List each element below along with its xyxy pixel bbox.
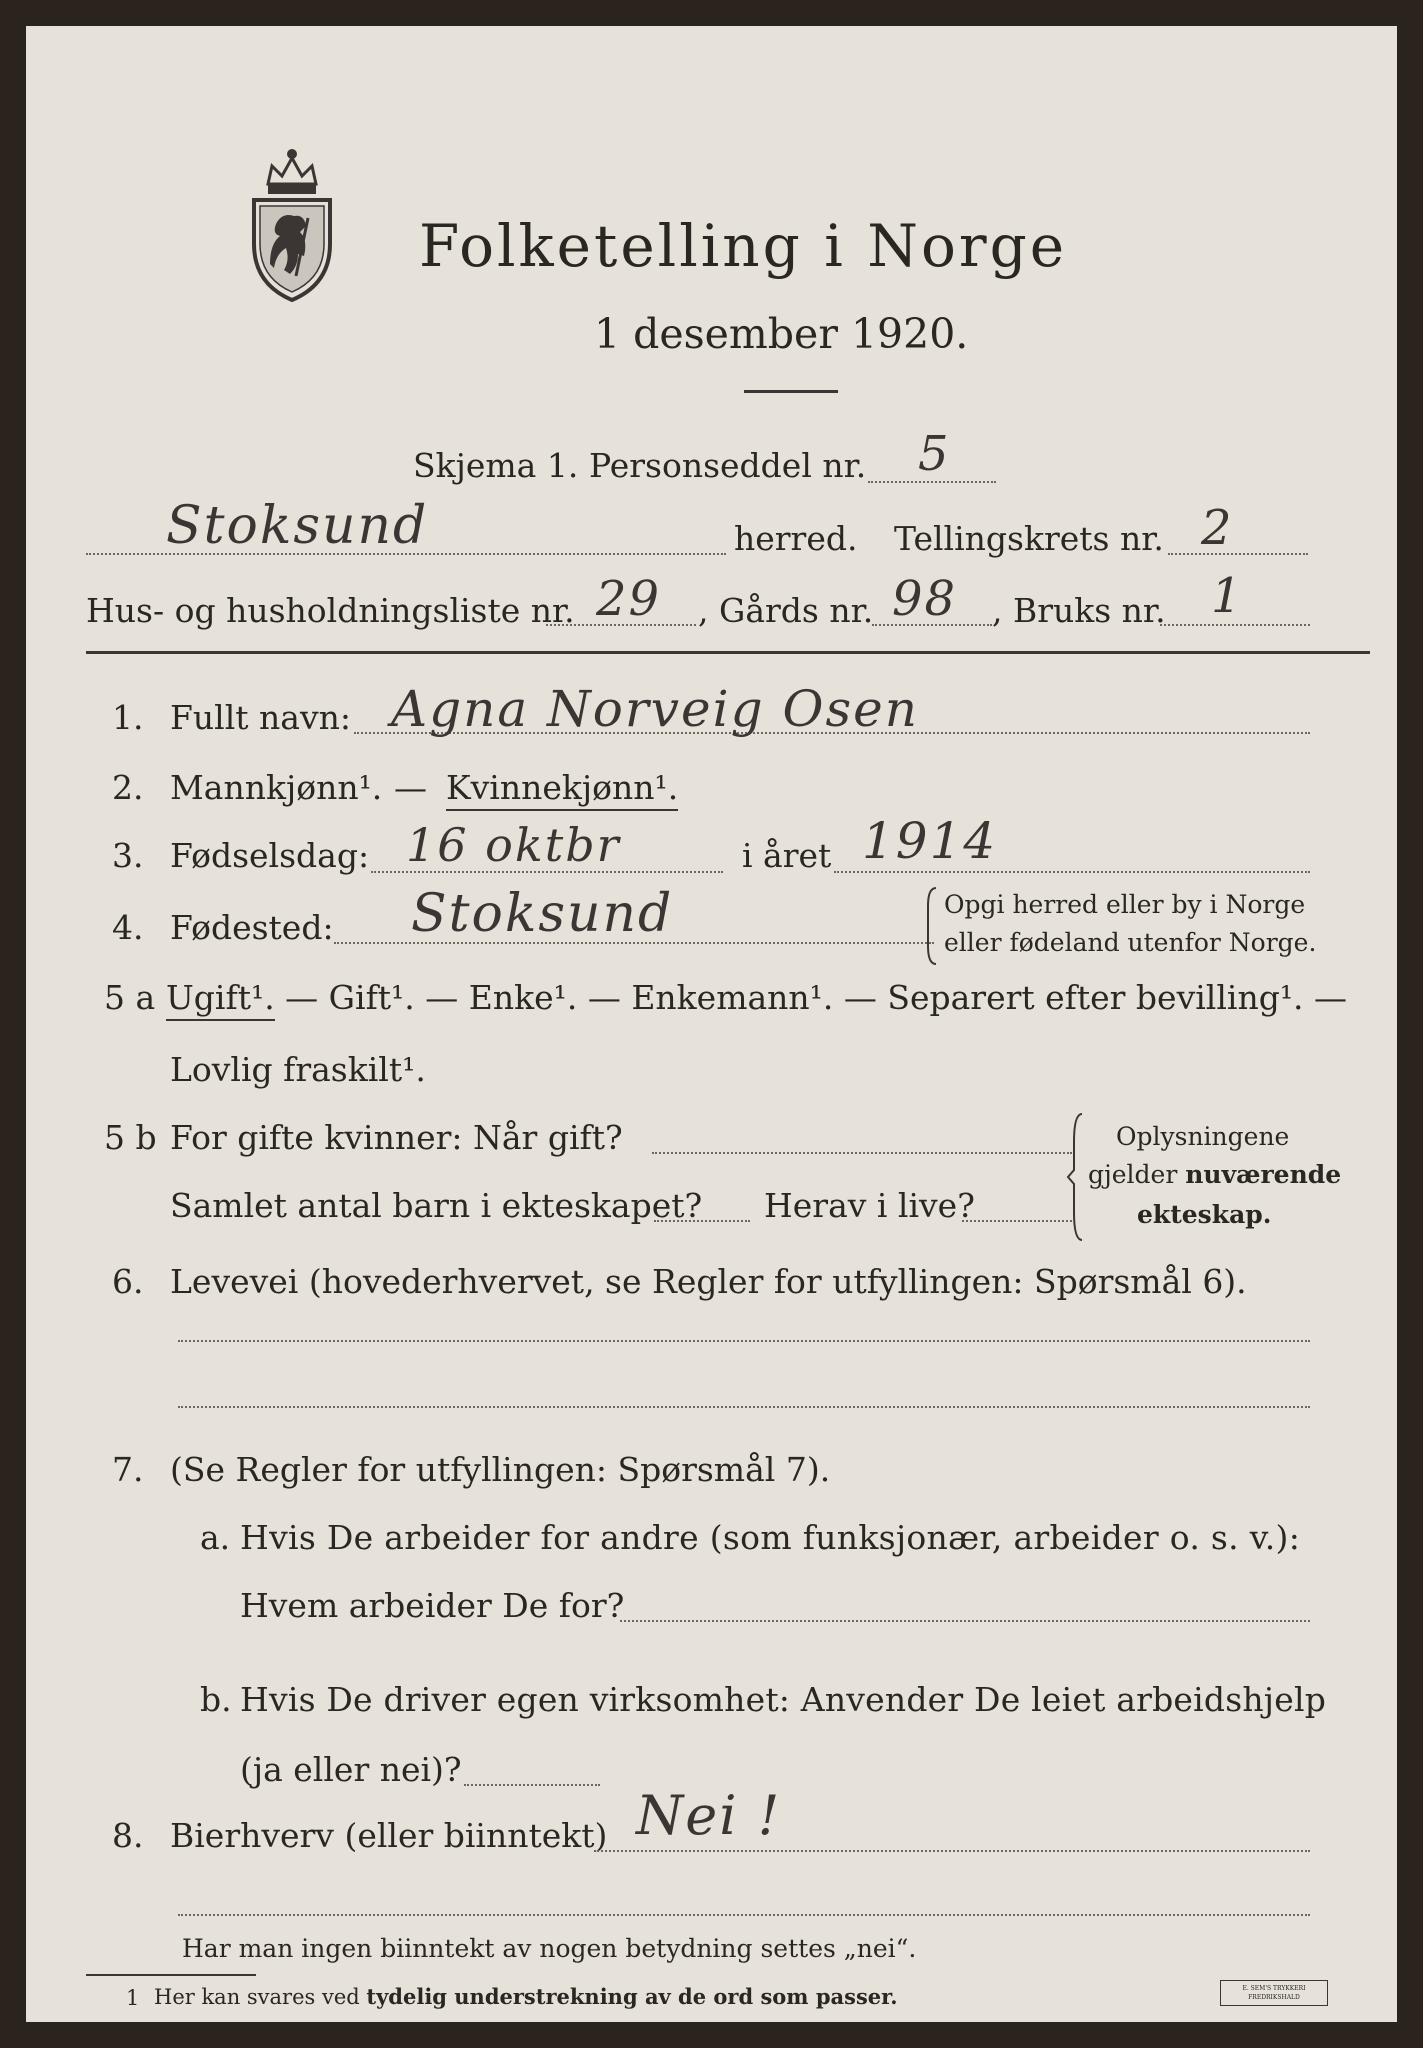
herred-value: Stoksund bbox=[166, 496, 429, 556]
printer-stamp: E. SEM'S TRYKKERI FREDRIKSHALD bbox=[1220, 1980, 1328, 2006]
ekteskap-note: ekteskap. bbox=[1137, 1200, 1272, 1229]
gards-label: , Gårds nr. bbox=[698, 591, 874, 630]
hvem-arbeider-label: Hvem arbeider De for? bbox=[240, 1586, 625, 1625]
bruks-value: 1 bbox=[1211, 568, 1244, 624]
brace-icon bbox=[1066, 1112, 1086, 1242]
header-rule bbox=[86, 651, 1370, 654]
bruks-label: , Bruks nr. bbox=[992, 591, 1166, 630]
bierhverv-line-2 bbox=[178, 1914, 1310, 1916]
fodested-note-1: Opgi herred eller by i Norge bbox=[944, 890, 1306, 919]
ugift-option-underlined: Ugift¹. bbox=[166, 978, 275, 1021]
levevei-label: Levevei (hovederhvervet, se Regler for utfyllingen: Spørsmål 6). bbox=[170, 1262, 1247, 1301]
sivilstand-options: — Gift¹. — Enke¹. — Enkemann¹. — Separert efter bevilling¹. — bbox=[274, 978, 1348, 1017]
form-title: Folketelling i Norge bbox=[419, 212, 1068, 280]
aaret-label: i året bbox=[742, 836, 832, 875]
levevei-line-2 bbox=[178, 1406, 1310, 1408]
fodested-value: Stoksund bbox=[411, 884, 674, 944]
personseddel-label: Personseddel nr. bbox=[589, 446, 867, 485]
coat-of-arms-icon bbox=[246, 144, 338, 304]
tellingskrets-label: Tellingskrets nr. bbox=[894, 519, 1164, 558]
fodselsaar-value: 1914 bbox=[862, 812, 998, 870]
biinntekt-note: Har man ingen biinntekt av nogen betydning settes „nei“. bbox=[182, 1934, 917, 1963]
footnote-text: Her kan svares ved bbox=[154, 1985, 367, 2009]
skjema-label: Skjema 1. bbox=[413, 446, 579, 485]
fodested-note-2: eller fødeland utenfor Norge. bbox=[944, 928, 1317, 957]
brace-icon bbox=[924, 886, 940, 966]
herred-label: herred. bbox=[734, 519, 858, 558]
lovlig-fraskilt-option: Lovlig fraskilt¹. bbox=[170, 1050, 426, 1089]
bierhverv-label: Bierhverv (eller biinntekt) bbox=[170, 1816, 608, 1855]
tellingskrets-value: 2 bbox=[1201, 500, 1234, 556]
title-divider bbox=[744, 390, 838, 393]
egen-virksomhet-label: Hvis De driver egen virksomhet: Anvender De leiet arbeidshjelp bbox=[240, 1680, 1327, 1719]
levevei-line-1 bbox=[178, 1340, 1310, 1342]
ja-eller-nei-label: (ja eller nei)? bbox=[240, 1750, 462, 1789]
herav-i-live-label: Herav i live? bbox=[764, 1186, 975, 1225]
personseddel-value: 5 bbox=[918, 426, 951, 482]
oplysningene-note: Oplysningene bbox=[1116, 1122, 1290, 1151]
arbeider-for-andre-label: Hvis De arbeider for andre (som funksjonær, arbeider o. s. v.): bbox=[240, 1518, 1301, 1557]
naar-gift-label: For gifte kvinner: Når gift? bbox=[170, 1118, 623, 1157]
fodselsdag-value: 16 oktbr bbox=[406, 818, 621, 872]
gards-value: 98 bbox=[892, 571, 958, 627]
husliste-value: 29 bbox=[596, 571, 662, 627]
fullt-navn-value: Agna Norveig Osen bbox=[391, 680, 919, 738]
husliste-label: Hus- og husholdningsliste nr. bbox=[86, 591, 575, 630]
mannkjonn-option: Mannkjønn¹. bbox=[170, 768, 383, 807]
kvinnekjonn-option-underlined: Kvinnekjønn¹. bbox=[446, 768, 678, 811]
form-date: 1 desember 1920. bbox=[594, 310, 969, 358]
bierhverv-value: Nei ! bbox=[636, 1784, 782, 1847]
census-form: Folketelling i Norge 1 desember 1920. Skjema 1. Personseddel nr. 5 Stoksund herred. Tellingskrets nr. 2 Hus- og husholdningsliste nr. 29 , Gårds nr. 98 , Bruks nr. 1 1. Fullt navn: Agna Norveig Osen 2. Mannkjønn¹. — Kvinnekjønn¹. 3. Fødselsdag: 16 oktbr i året 1914 4. Fødested: Stoksund Opgi herred eller by i Norge eller fødeland utenfor Norge. 5 a Ugift¹. — Gift¹. — Enke¹. — Enkemann¹. — Separert efter bevilling¹. — Lovlig fraskilt¹. 5 b For gifte kvinner: Når gift? Samlet antal barn i ekteskapet? Herav i live? Oplysningene gjelder nuværende ekteskap. 6. Levevei (hovederhvervet, se Regler for utfyllingen: Spørsmål 6). 7. (Se Regler for utfyllingen: Spørsmål 7). a. Hvis De arbeider for andre (som funksjonær, arbeider o. s. v.): Hvem arbeider De for? b. Hvis De driver egen virksomhet: Anvender De leiet arbeidshjelp (ja eller nei)? 8. Bierhverv (eller biinntekt) Nei ! Har man ingen biinntekt av nogen betydning settes „nei“. 1 Her kan svares ved tydelig understrekning av de ord som passer. E. SEM'S TRYKKERI FREDRIKSHALD bbox=[26, 26, 1397, 2022]
fodselsdag-label: Fødselsdag: bbox=[170, 836, 370, 875]
regler-7-label: (Se Regler for utfyllingen: Spørsmål 7). bbox=[170, 1450, 831, 1489]
antal-barn-label: Samlet antal barn i ekteskapet? bbox=[170, 1186, 703, 1225]
fullt-navn-label: Fullt navn: bbox=[170, 698, 351, 737]
fodested-label: Fødested: bbox=[170, 908, 334, 947]
